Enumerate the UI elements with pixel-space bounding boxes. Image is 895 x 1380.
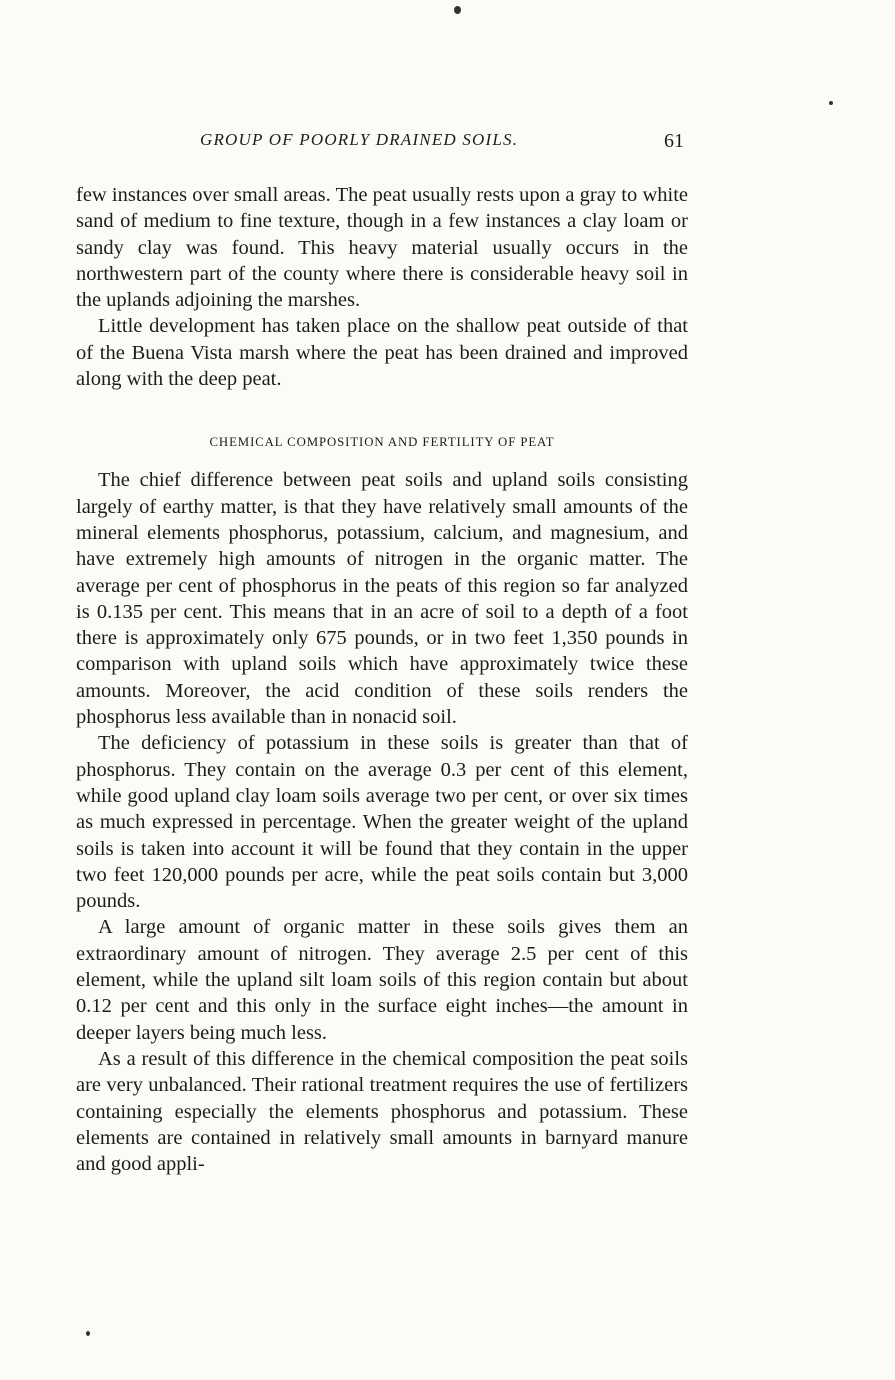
ink-speck <box>454 6 461 14</box>
paragraph: Little development has taken place on the shallow peat outside of that of the Buena Vista marsh where the peat has been drained and improved along with the deep peat. <box>76 315 688 391</box>
running-title: GROUP OF POORLY DRAINED SOILS. <box>200 130 519 149</box>
page-header <box>76 130 688 154</box>
paragraph: few instances over small areas. The peat usually rests upon a gray to white sand of medium to fine texture, though in a few instances a clay loam or sandy clay was found. This heavy material usually occurs in the northwestern part of the county where there is considerable heavy soil in the uplands adjoining the marshes. <box>76 184 688 312</box>
ink-speck <box>86 1331 90 1336</box>
paragraph: The chief difference between peat soils and upland soils consisting largely of earthy matter, is that they have relatively small amounts of the mineral elements phosphorus, potassium, calcium, and magnesium, and have extremely high amounts of nitrogen in the organic matter. The average per cent of phosphorus in the peats of this region so far analyzed is 0.135 per cent. This means that in an acre of soil to a depth of a foot there is approximately only 675 pounds, or in two feet 1,350 pounds in comparison with upland soils which have approximately twice these amounts. Moreover, the acid condition of these soils renders the phosphorus less available than in nonacid soil. <box>76 469 688 729</box>
paragraph: A large amount of organic matter in these soils gives them an extraordinary amount of nitrogen. They average 2.5 per cent of this element, while the upland silt loam soils of this region contain but about 0.12 per cent and this only in the surface eight inches—the amount in deeper layers being much less. <box>76 916 688 1044</box>
paragraph: The deficiency of potassium in these soils is greater than that of phosphorus. They contain on the average 0.3 per cent of this element, while good upland clay loam soils average two per cent, or over six times as much expressed in percentage. When the greater weight of the upland soils is taken into account it will be found that they contain in the upper two feet 120,000 pounds per acre, while the peat soils contain but 3,000 pounds. <box>76 732 688 913</box>
ink-speck <box>829 101 833 105</box>
section-heading: CHEMICAL COMPOSITION AND FERTILITY OF PEAT <box>209 435 555 450</box>
paragraph: As a result of this difference in the chemical composition the peat soils are very unbalanced. Their rational treatment requires the use of fertilizers containing especially the elements phosphorus and potassium. These elements are contained in relatively small amounts in barnyard manure and good appli- <box>76 1047 688 1176</box>
page-number: 61 <box>664 130 684 152</box>
body-text <box>76 182 688 1177</box>
